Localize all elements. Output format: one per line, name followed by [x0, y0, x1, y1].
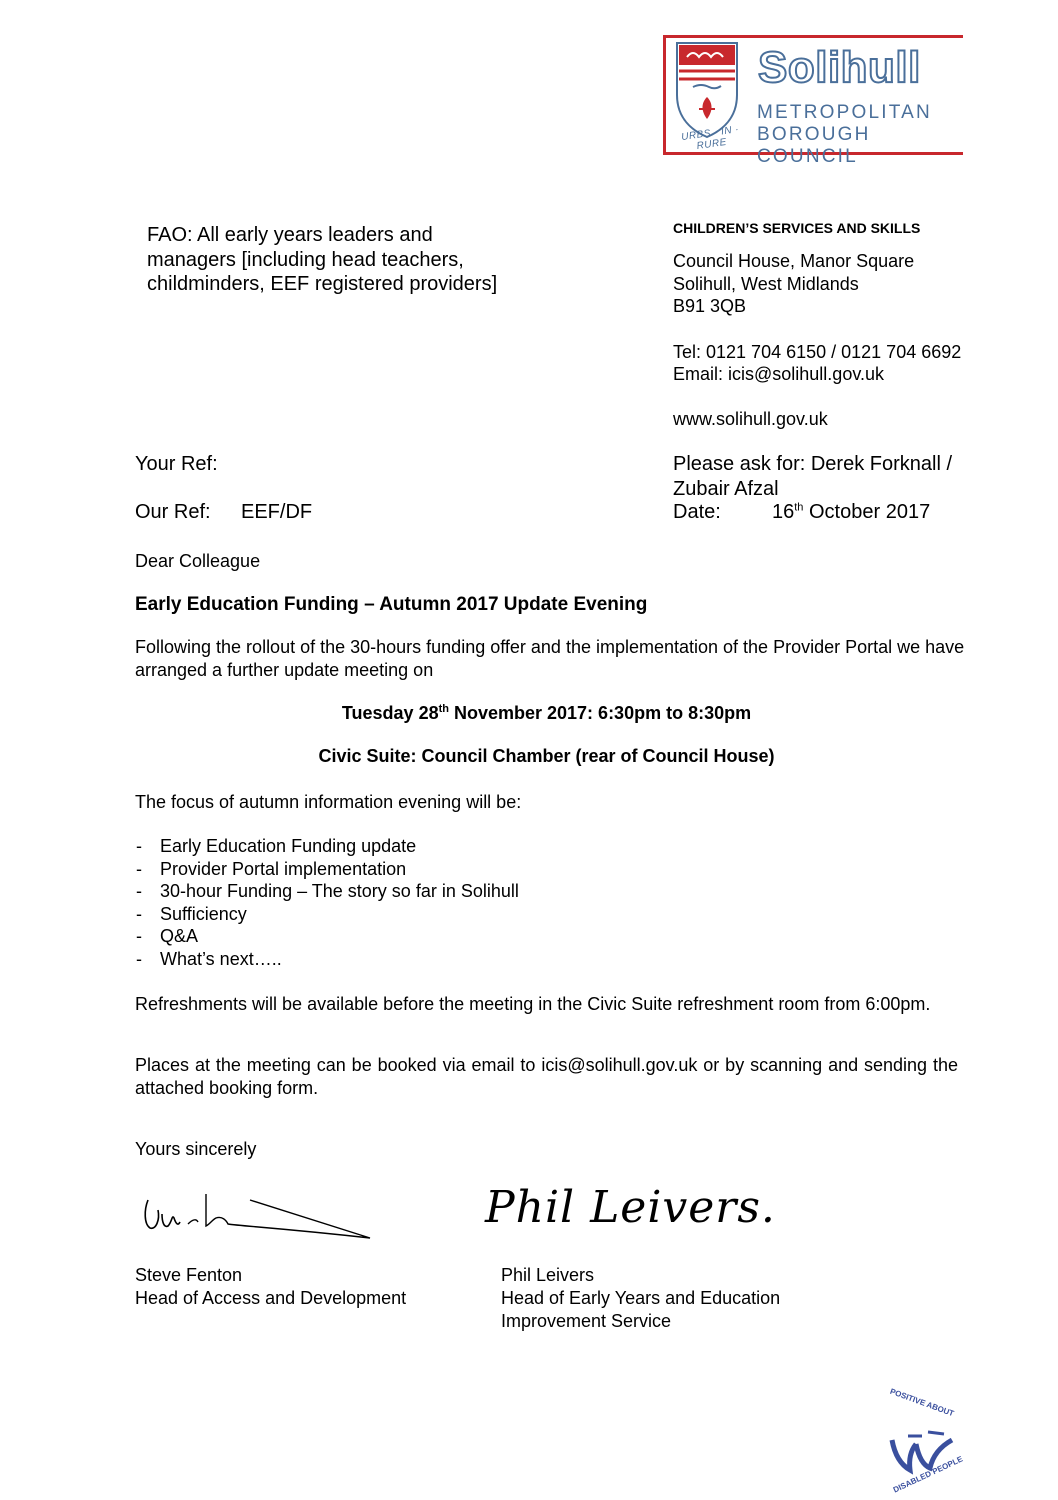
logo-line-borough-council: BOROUGH COUNCIL — [757, 124, 871, 167]
letter-date: 16th October 2017 — [772, 501, 931, 523]
list-item: - 30-hour Funding – The story so far in Solihull — [136, 881, 519, 901]
disability-badge — [860, 1386, 980, 1500]
address-line-3: B91 3QB — [673, 296, 747, 316]
signatory-2-name: Phil Leivers — [501, 1265, 595, 1285]
focus-list — [136, 835, 836, 970]
closing: Yours sincerely — [135, 1139, 257, 1159]
salutation: Dear Colleague — [135, 551, 261, 571]
fao-recipient: FAO: All early years leaders and managers [including head teachers, childminders, EEF registered providers] — [147, 224, 498, 295]
signature-phil-leivers: Phil Leivers. — [485, 1182, 776, 1233]
email: Email: icis@solihull.gov.uk — [673, 364, 885, 384]
refreshments-paragraph: Refreshments will be available before the meeting in the Civic Suite refreshment room from 6:00pm. — [135, 994, 931, 1014]
address-line-1: Council House, Manor Square — [673, 251, 915, 271]
address-line-2: Solihull, West Midlands — [673, 274, 859, 294]
letter-heading: Early Education Funding – Autumn 2017 Update Evening — [135, 594, 648, 615]
list-item: - Q&A — [136, 926, 199, 946]
focus-intro: The focus of autumn information evening will be: — [135, 792, 522, 812]
signatory-1-name: Steve Fenton — [135, 1265, 243, 1285]
our-ref-label: Our Ref: — [135, 501, 211, 523]
telephone: Tel: 0121 704 6150 / 0121 704 6692 — [673, 342, 962, 362]
event-date: Tuesday 28th November 2017: 6:30pm to 8:30pm — [341, 703, 752, 723]
list-item: - Provider Portal implementation — [136, 858, 407, 879]
badge-text-top: POSITIVE ABOUT — [888, 1386, 956, 1419]
department-name: CHILDREN’S SERVICES AND SKILLS — [673, 220, 921, 236]
list-item: - What’s next….. — [136, 948, 282, 969]
our-ref-value: EEF/DF — [241, 501, 313, 523]
logo-motto: URBS · IN · RURE — [680, 124, 740, 153]
ask-for: Please ask for: Derek Forknall / Zubair Afzal — [673, 453, 952, 500]
booking-paragraph: Places at the meeting can be booked via email to icis@solihull.gov.uk or by scanning and sending the attached booking form. — [135, 1055, 958, 1098]
signatory-1-title: Head of Access and Development — [135, 1288, 407, 1308]
badge-text-bottom: DISABLED PEOPLE — [891, 1454, 965, 1495]
your-ref-label: Your Ref: — [135, 453, 218, 475]
website: www.solihull.gov.uk — [673, 409, 828, 429]
signatory-2-title: Head of Early Years and Education Improvement Service — [501, 1288, 781, 1331]
logo-line-metropolitan: METROPOLITAN — [757, 102, 932, 123]
logo-wordmark: Solihull — [758, 43, 921, 92]
date-label: Date: — [673, 501, 721, 523]
intro-paragraph: Following the rollout of the 30-hours funding offer and the implementation of the Provider Portal we have arranged a further update meeting on — [135, 637, 965, 680]
list-item: - Early Education Funding update — [136, 836, 417, 856]
event-venue: Civic Suite: Council Chamber (rear of Council House) — [318, 746, 775, 766]
list-item: - Sufficiency — [136, 903, 247, 924]
signature-steve-fenton — [140, 1180, 380, 1250]
